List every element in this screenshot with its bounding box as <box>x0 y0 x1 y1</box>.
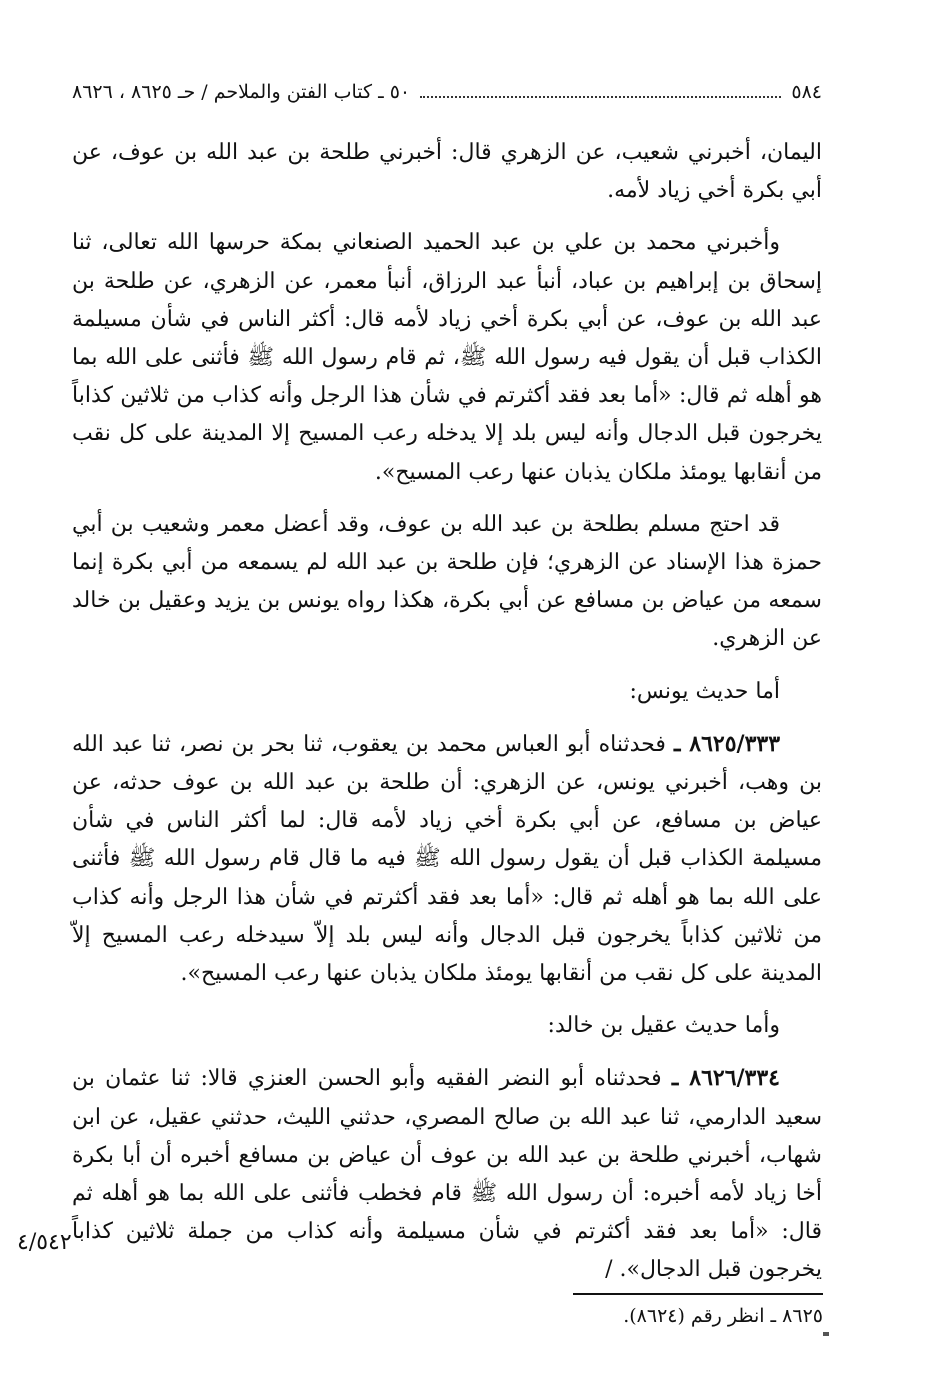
hadith-8626 <box>72 1059 822 1289</box>
paragraph-3: قد احتج مسلم بطلحة بن عبد الله بن عوف، وقد أعضل معمر وشعيب بن أبي حمزة هذا الإسناد عن الزهري؛ فإن طلحة بن عبد الله لم يسمعه من أبي بكرة إنما سمعه من عياض بن مسافع عن أبي بكرة، هكذا رواه يونس بن يزيد وعقيل بن خالد عن الزهري. <box>72 511 822 652</box>
paragraph-4: أما حديث يونس: <box>629 678 780 704</box>
footnote-separator <box>573 1293 823 1295</box>
margin-volume-page-ref: ٤/٥٤٢ <box>17 1230 72 1255</box>
header-dot-leader <box>420 96 781 98</box>
running-title: ٥٠ ـ كتاب الفتن والملاحم / حـ ٨٦٢٥ ، ٨٦٢٦ <box>72 81 411 103</box>
hadith-text: فحدثناه أبو العباس محمد بن يعقوب، ثنا بحر بن نصر، ثنا عبد الله بن وهب، أخبرني يونس، عن الزهري: أن طلحة بن عبد الله بن عوف حدثه، عن عياض بن مسافع، عن أبي بكرة أخي زياد لأمه قال: لما أكثر الناس في شأن مسيلمة الكذاب قبل أن يقول رسول الله ﷺ فيه ما قال قام رسول الله ﷺ فأثنى على الله بما هو أهله ثم قال: «أما بعد فقد أكثرتم في شأن هذا الرجل وأنه كذاب من ثلاثين كذاباً يخرجون قبل الدجال وأنه ليس بلد إلاّ سيدخله رعب المسيح إلاّ المدينة على كل نقب من أنقابها يومئذ ملكان يذبان عنها رعب المسيح». <box>72 731 822 987</box>
paragraph-2: وأخبرني محمد بن علي بن عبد الحميد الصنعاني بمكة حرسها الله تعالى، ثنا إسحاق بن إبراهيم بن عباد، أنبأ عبد الرزاق، أنبأ معمر، عن الزهري، عن طلحة بن عبد الله بن عوف، عن أبي بكرة أخي زياد لأمه قال: أكثر الناس في شأن مسيلمة الكذاب قبل أن يقول فيه رسول الله ﷺ، ثم قام رسول الله ﷺ فأثنى على الله بما هو أهله ثم قال: «أما بعد فقد أكثرتم في شأن هذا الرجل وأنه كذاب من ثلاثين كذاباً يخرجون قبل الدجال وأنه ليس بلد إلا يدخله رعب المسيح إلا المدينة على كل نقب من أنقابها يومئذ ملكان يذبان عنها رعب المسيح». <box>72 230 822 485</box>
hadith-number: ٨٦٢٥/٣٣٣ ـ <box>674 730 781 757</box>
main-text <box>72 134 822 1290</box>
hadith-text: فحدثناه أبو النضر الفقيه وأبو الحسن العنزي قالا: ثنا عثمان بن سعيد الدارمي، ثنا عبد الله بن صالح المصري، حدثني الليث، حدثني عقيل، عن ابن شهاب، أخبرني طلحة بن عبد الله بن عوف أن عياض بن مسافع أخبره أن أبا بكرة أخا زياد لأمه أخبره: أن رسول الله ﷺ قام فخطب فأثنى على الله بما هو أهله ثم قال: «أما بعد فقد أكثرتم في شأن مسيلمة وأنه كذاب من جملة ثلاثين كذاباً يخرجون قبل الدجال». / <box>72 1066 822 1283</box>
hadith-8625 <box>72 725 822 993</box>
footnote: ٨٦٢٥ ـ انظر رقم (٨٦٢٤). <box>623 1305 823 1327</box>
print-speck <box>823 1332 829 1336</box>
page-number: ٥٨٤ <box>791 81 822 103</box>
hadith-number: ٨٦٢٦/٣٣٤ ـ <box>671 1065 780 1092</box>
paragraph-6: وأما حديث عقيل بن خالد: <box>547 1013 780 1039</box>
paragraph-1: اليمان، أخبرني شعيب، عن الزهري قال: أخبرني طلحة بن عبد الله بن عوف، عن أبي بكرة أخي زياد لأمه. <box>72 140 822 204</box>
running-header <box>72 78 822 106</box>
